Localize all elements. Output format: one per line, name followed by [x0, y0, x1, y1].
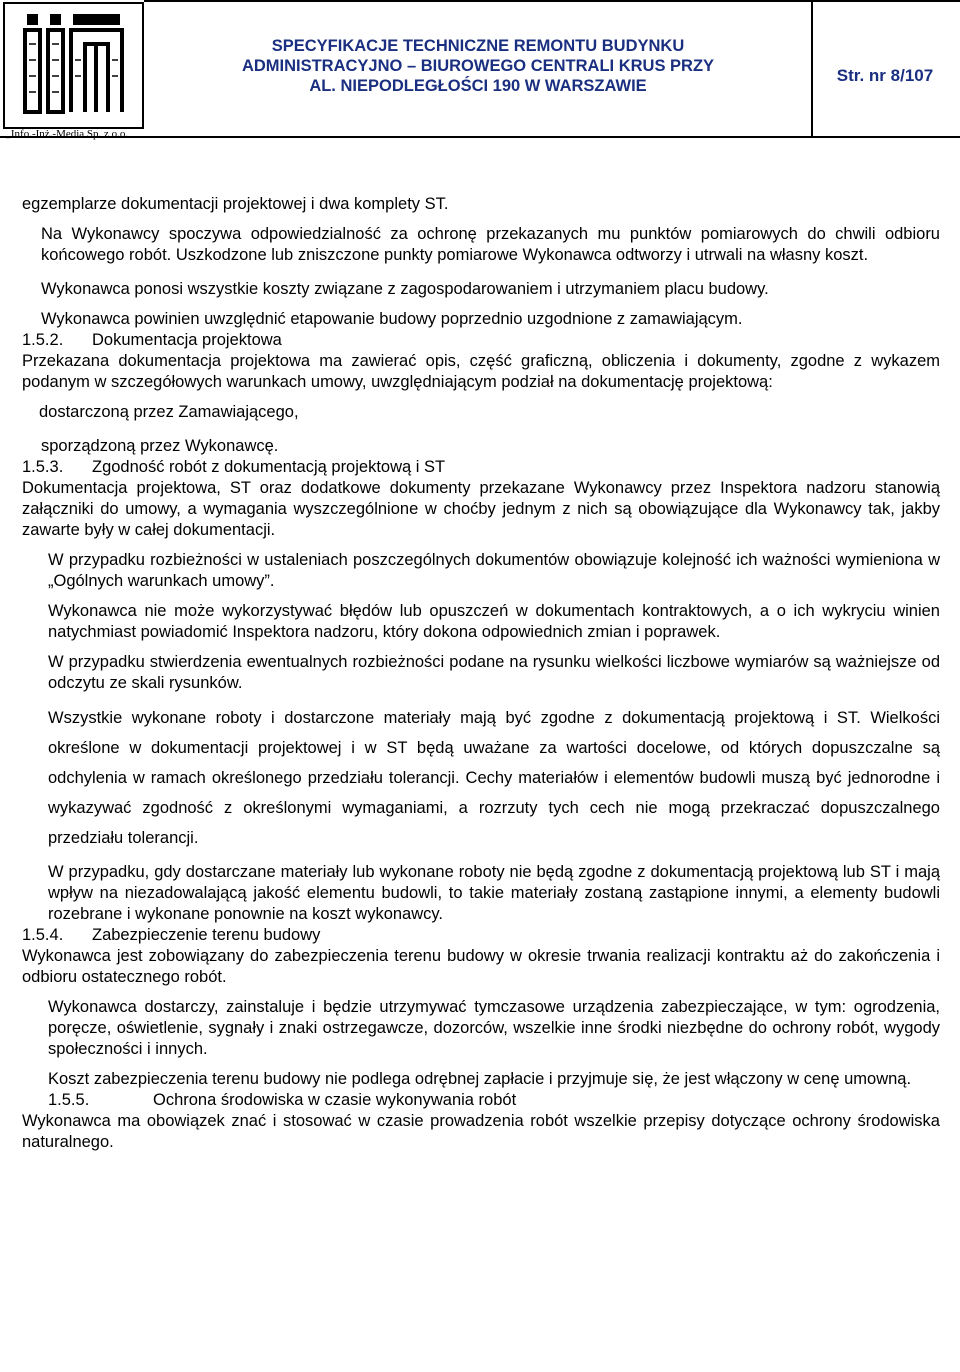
title-line: ADMINISTRACYJNO – BIUROWEGO CENTRALI KRUS PRZY [241, 57, 715, 75]
paragraph: Wykonawca ponosi wszystkie koszty związane z zagospodarowaniem i utrzymaniem placu budowy. [41, 280, 769, 298]
section-heading [22, 457, 940, 478]
paragraph: Wykonawca nie może wykorzystywać błędów lub opuszczeń w dokumentach kontraktowych, a o ich wykryciu winien natychmiast powiadomić Inspektora nadzoru, który dokona odpowiednich zmian i poprawek. [48, 602, 940, 641]
page-number: Str. nr 8/107 [836, 66, 934, 85]
section-number: 1.5.4. [22, 926, 64, 944]
paragraph: Wykonawca powinien uwzględnić etapowanie budowy poprzednio uzgodnione z zamawiającym. [41, 310, 743, 328]
paragraph: W przypadku stwierdzenia ewentualnych rozbieżności podane na rysunku wielkości liczbowe wymiarów są ważniejsze od odczytu ze skali rysunków. [48, 653, 940, 692]
company-logo [3, 2, 144, 129]
section-heading [22, 330, 940, 351]
page-header [0, 0, 960, 140]
paragraph: W przypadku rozbieżności w ustaleniach poszczególnych dokumentów obowiązuje kolejność ich ważności wymieniona w „Ogólnych warunkach umowy”. [48, 551, 940, 590]
paragraph: Wykonawca ma obowiązek znać i stosować w czasie prowadzenia robót wszelkie przepisy dotyczące ochrony środowiska naturalnego. [22, 1112, 940, 1151]
document-title [144, 36, 812, 96]
paragraph: Na Wykonawcy spoczywa odpowiedzialność za ochronę przekazanych mu punktów pomiarowych do chwili odbioru końcowego robót. Uszkodzone lub zniszczone punkty pomiarowe Wykonawca odtworzy i utrwali na własny koszt. [41, 225, 940, 264]
list-item: sporządzoną przez Wykonawcę. [41, 437, 279, 455]
paragraph: W przypadku, gdy dostarczane materiały lub wykonane roboty nie będą zgodne z dokumentacją projektową lub ST i mają wpływ na niezadowalającą jakość elementu budowli, to takie materiały zostaną zastąpione innymi, a elementy budowli rozebrane i wykonane ponownie na koszt wykonawcy. [48, 863, 940, 923]
section-title: Zabezpieczenie terenu budowy [92, 926, 321, 944]
document-body [22, 194, 940, 1153]
section-number: 1.5.5. [48, 1091, 90, 1109]
paragraph: Wszystkie wykonane roboty i dostarczone materiały mają być zgodne z dokumentacją projektową i ST. Wielkości określone w dokumentacji projektowej i w ST będą uważane za wartości docelowe, od których dopuszczalne są odchylenia w ramach określonego przedziału tolerancji. Cechy materiałów i elementów budowli muszą być jednorodne i wykazywać zgodność z określonymi wymaganiami, a rozrzuty tych cech nie mogą przekraczać dopuszczalnego przedziału tolerancji. [48, 709, 940, 847]
section-title: Dokumentacja projektowa [92, 331, 282, 349]
paragraph: Przekazana dokumentacja projektowa ma zawierać opis, część graficzną, obliczenia i dokumenty, zgodne z wykazem podanym w szczegółowych warunkach umowy, uwzględniającym podział na dokumentację projektową: [22, 352, 940, 391]
header-rule-top [144, 0, 960, 2]
paragraph: Wykonawca jest zobowiązany do zabezpieczenia terenu budowy w okresie trwania realizacji kontraktu aż do zakończenia i odbioru ostatecznego robót. [22, 947, 940, 986]
header-rule-bottom [0, 136, 960, 138]
list-item: dostarczoną przez Zamawiającego, [39, 403, 299, 421]
section-number: 1.5.2. [22, 331, 64, 349]
section-heading [22, 1090, 940, 1111]
section-number: 1.5.3. [22, 458, 64, 476]
title-line: SPECYFIKACJE TECHNICZNE REMONTU BUDYNKU [271, 37, 685, 55]
paragraph: Koszt zabezpieczenia terenu budowy nie podlega odrębnej zapłacie i przyjmuje się, że jest włączony w cenę umowną. [48, 1070, 912, 1088]
logo-iim-icon [5, 4, 142, 127]
paragraph: egzemplarze dokumentacji projektowej i dwa komplety ST. [22, 195, 449, 213]
title-line: AL. NIEPODLEGŁOŚCI 190 W WARSZAWIE [309, 77, 647, 95]
section-title: Ochrona środowiska w czasie wykonywania robót [153, 1091, 517, 1109]
paragraph: Wykonawca dostarczy, zainstaluje i będzie utrzymywać tymczasowe urządzenia zabezpieczające, w tym: ogrodzenia, poręcze, oświetlenie, sygnały i znaki ostrzegawcze, dozorców, wszelkie inne środki niezbędne do ochrony robót, wygody społeczności i innych. [48, 998, 940, 1058]
section-title: Zgodność robót z dokumentacją projektową i ST [92, 458, 446, 476]
company-name: „Info.-Inż.-Media Sp. z o.o. [6, 128, 129, 140]
paragraph: Dokumentacja projektowa, ST oraz dodatkowe dokumenty przekazane Wykonawcy przez Inspektora nadzoru stanowią załączniki do umowy, a wymagania wyszczególnione w choćby jednym z nich są obowiązujące dla Wykonawcy tak, jakby zawarte były w całej dokumentacji. [22, 479, 940, 539]
section-heading [22, 925, 940, 946]
